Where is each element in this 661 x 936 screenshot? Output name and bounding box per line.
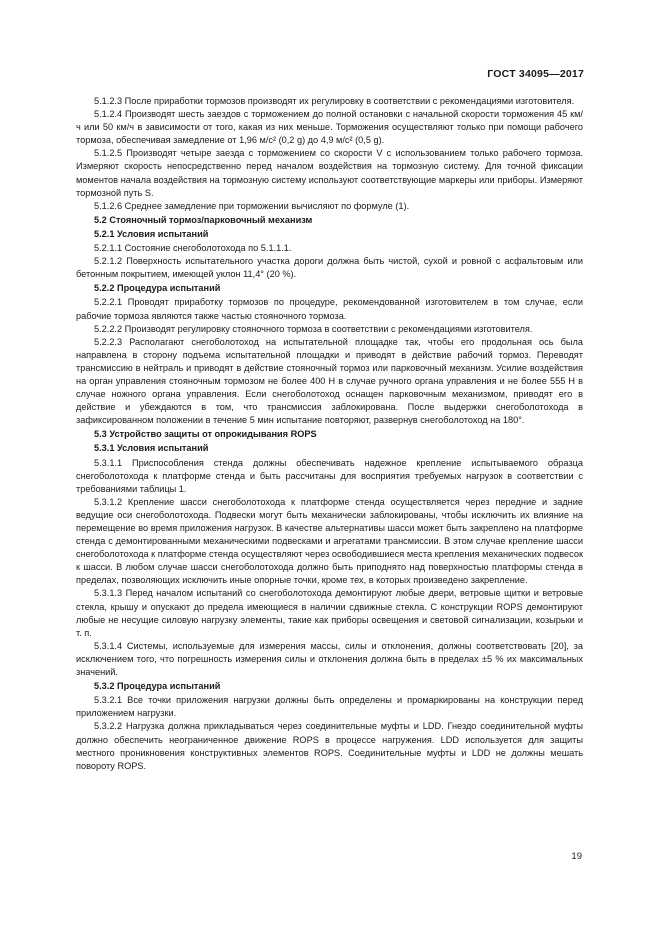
paragraph-5-2-1-1: 5.2.1.1 Состояние снегоболотохода по 5.1.1.1. — [94, 243, 292, 254]
paragraph-5-1-2-4: 5.1.2.4 Производят шесть заездов с торможением до полной остановки с начальной скорости торможения 45 км/ч или 50 км/ч в зависимости от того, какая из них меньше. Торможения осуществляют только при помощи рабочего тормоза, обеспечивая замедление от 1,96 м/с² (0,2 g) до 4,9 м/с² (0,5 g). — [76, 109, 583, 146]
paragraph-5-3-2-1: 5.3.2.1 Все точки приложения нагрузки должны быть определены и промаркированы на конструкции перед приложением нагрузки. — [76, 695, 583, 719]
paragraph-5-1-2-6: 5.1.2.6 Среднее замедление при торможении вычисляют по формуле (1). — [94, 200, 410, 211]
heading-5-2: 5.2 Стояночный тормоз/парковочный механизм — [94, 214, 313, 225]
paragraph-5-3-1-3: 5.3.1.3 Перед началом испытаний со снегоболотохода демонтируют любые двери, ветровые щитки и ветровые стекла, крышу и опускают до предела имеющиеся в наличии сдвижные стекла. С конструкции ROPS демонтируют любые не несущие силовую нагрузку элементы, такие как приборы освещения и световой сигнализации, козырьки и т. п. — [76, 588, 583, 638]
heading-5-3-2: 5.3.2 Процедура испытаний — [94, 681, 221, 692]
paragraph-5-3-2-2: 5.3.2.2 Нагрузка должна прикладываться через соединительные муфты и LDD. Гнездо соединительной муфты должно обеспечить неограниченное движение ROPS в процессе нагружения. LDD используется для защиты местного проникновения конструктивных элементов ROPS. Соединительные муфты и LDD не должны мешать повороту ROPS. — [76, 721, 583, 771]
paragraph-5-2-2-2: 5.2.2.2 Производят регулировку стояночного тормоза в соответствии с рекомендациями изготовителя. — [94, 323, 533, 334]
paragraph-5-2-2-3: 5.2.2.3 Располагают снегоболотоход на испытательной площадке так, чтобы его продольная ось была направлена в сторону подъема испытательной площадки и приводят в действие рабочий тормоз. Переводят трансмиссию в нейтраль и приводят в действие стояночный тормоз или парковочный механизм. Усилие воздействия на орган управления стояночным тормозом не более 400 Н в случае ручного органа управления и не более 555 Н в случае ножного органа управления. Если снегоболотоход оснащен парковочным механизмом, приводят его в действие и убеждаются в том, что трансмиссия заблокирована. После выдержки снегоболотохода в зафиксированном положении в течение 5 мин испытание повторяют, развернув снегоболотоход на 180°. — [76, 336, 583, 426]
heading-5-2-1: 5.2.1 Условия испытаний — [94, 228, 209, 239]
paragraph-5-3-1-2: 5.3.1.2 Крепление шасси снегоболотохода к платформе стенда осуществляется через передние и задние ведущие оси снегоболотохода. Подвески могут быть механически заблокированы, чтобы исключить их влияние на перемещение во время приложения нагрузок. В качестве альтернативы шасси может быть закреплено на платформе стенда с демонтированными механическими подвесками и агрегатами трансмиссии. В этом случае крепление шасси снегоболотохода к платформе стенда осуществляют через освободившиеся места крепления механических подвесок к шасси. В любом случае шасси снегоболотохода должно быть приподнято над поверхностью платформы стенда в пределах, позволяющих исключить иные опорные точки, кроме тех, в которых произведено закрепление. — [76, 496, 583, 586]
paragraph-5-2-1-2: 5.2.1.2 Поверхность испытательного участка дороги должна быть чистой, сухой и ровной с асфальтовым или бетонным покрытием, имеющей уклон 11,4° (20 %). — [76, 256, 583, 280]
document-header-standard: ГОСТ 34095—2017 — [487, 68, 584, 80]
document-body — [76, 95, 583, 773]
paragraph-5-1-2-3: 5.1.2.3 После приработки тормозов производят их регулировку в соответствии с рекомендациями изготовителя. — [94, 96, 575, 106]
paragraph-5-3-1-4: 5.3.1.4 Системы, используемые для измерения массы, силы и отклонения, должны соответствовать [20], за исключением того, что погрешность измерения силы и отклонения должна быть в пределах ±5 % их максимальных значений. — [76, 640, 583, 678]
paragraph-5-2-2-1: 5.2.2.1 Проводят приработку тормозов по процедуре, рекомендованной изготовителем в том случае, если рабочие тормоза являются также частью стояночного тормоза. — [76, 297, 583, 321]
paragraph-5-3-1-1: 5.3.1.1 Приспособления стенда должны обеспечивать надежное крепление испытываемого образца снегоболотохода к платформе стенда и быть рассчитаны для восприятия требуемых нагрузок в соответствии с требованиями таблицы 1. — [76, 457, 583, 494]
paragraph-5-1-2-5: 5.1.2.5 Производят четыре заезда с торможением со скорости V с использованием только рабочего тормоза. Измеряют скорость непосредственно перед началом воздействия на тормозную систему. Для точной фиксации моментов начала воздействия на тормозную систему используют соответствующие маркеры или приборы. Измеряют тормозной путь S. — [76, 148, 583, 198]
page-number: 19 — [571, 851, 582, 862]
heading-5-3: 5.3 Устройство защиты от опрокидывания ROPS — [94, 429, 317, 440]
heading-5-3-1: 5.3.1 Условия испытаний — [94, 443, 209, 454]
heading-5-2-2: 5.2.2 Процедура испытаний — [94, 283, 221, 294]
